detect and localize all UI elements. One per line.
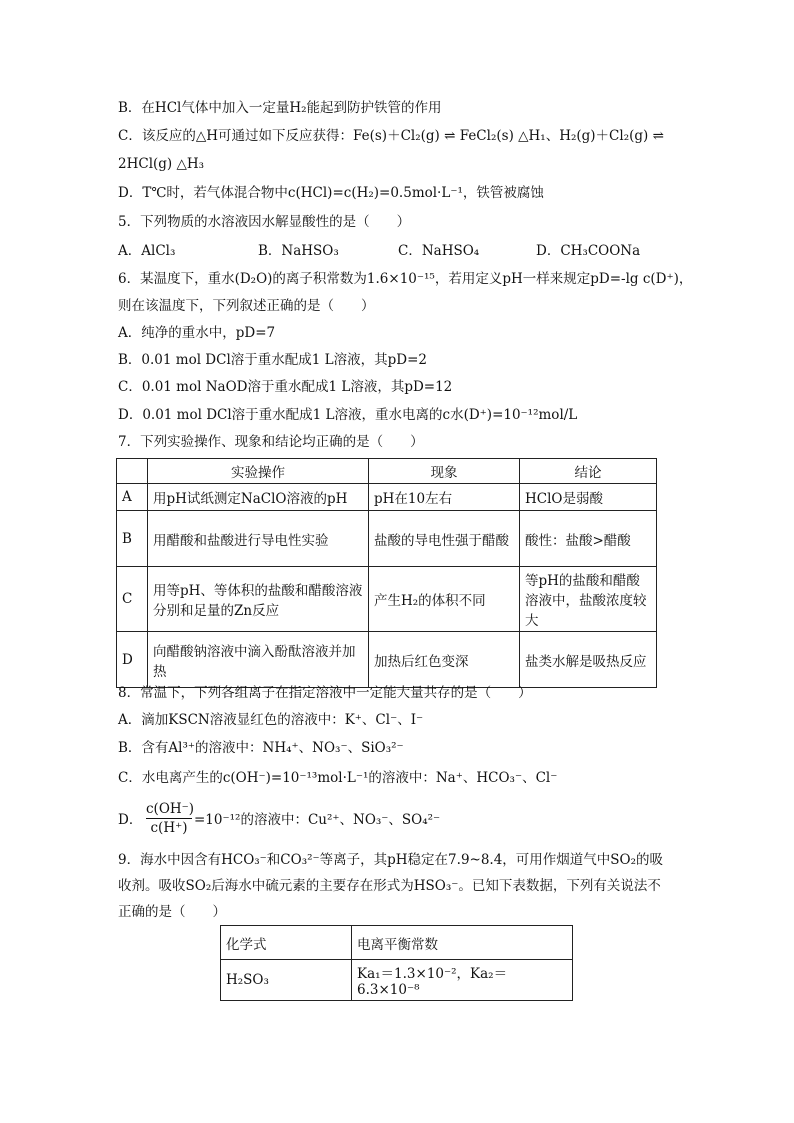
table-cell: B [117, 511, 148, 567]
table-row [117, 632, 657, 688]
q8-option-d: =10⁻¹²的溶液中：Cu²⁺、NO₃⁻、SO₄²⁻ [194, 812, 441, 828]
table-cell: A [117, 484, 148, 511]
table-cell: HClO是弱酸 [520, 484, 657, 511]
table-header: 化学式 [221, 926, 352, 960]
table-header-row [221, 926, 573, 960]
question-6: 6．某温度下，重水(D₂O)的离子积常数为1.6×10⁻¹⁵，若用定义pH一样来规定pD=-lg c(D⁺)， [118, 271, 693, 287]
question-8: 8．常温下，下列各组离子在指定溶液中一定能大量共存的是（ ） [118, 685, 532, 701]
ionization-constant-table [220, 925, 573, 1001]
q4-option-d: D．T℃时，若气体混合物中c(HCl)=c(H₂)=0.5mol·L⁻¹，铁管被腐蚀 [118, 185, 544, 201]
experiment-table [116, 458, 657, 688]
question-9-cont: 收剂。吸收SO₂后海水中硫元素的主要存在形式为HSO₃⁻。已知下表数据，下列有关说法不 [118, 878, 661, 894]
q6-option-b: B．0.01 mol DCl溶于重水配成1 L溶液，其pD=2 [118, 352, 427, 368]
table-row [117, 511, 657, 567]
question-7: 7．下列实验操作、现象和结论均正确的是（ ） [118, 434, 424, 450]
table-cell: 等pH的盐酸和醋酸溶液中，盐酸浓度较大 [520, 567, 657, 632]
question-5: 5．下列物质的水溶液因水解显酸性的是（ ） [118, 214, 411, 230]
table-cell: 加热后红色变深 [369, 632, 520, 688]
table-cell: 向醋酸钠溶液中滴入酚酞溶液并加热 [148, 632, 369, 688]
table-cell: C [117, 567, 148, 632]
table-header: 结论 [520, 459, 657, 484]
question-9-cont2: 正确的是（ ） [118, 904, 226, 920]
q6-option-d: D．0.01 mol DCl溶于重水配成1 L溶液，重水电离的c水(D⁺)=10⁻¹²mol/L [118, 407, 578, 423]
fraction-bar [146, 818, 192, 819]
table-row [117, 567, 657, 632]
q8-fraction [146, 801, 195, 836]
q4-option-c: C．该反应的△H可通过如下反应获得：Fe(s)＋Cl₂(g) ⇌ FeCl₂(s) △H₁、H₂(g)＋Cl₂(g) ⇌ [118, 128, 664, 144]
table-header-row [117, 459, 657, 484]
q8-option-d-label: D． [118, 812, 143, 828]
fraction-numerator: c(OH⁻) [146, 801, 195, 817]
q5-option-d: D．CH₃COONa [536, 243, 641, 259]
q4-option-b: B．在HCl气体中加入一定量H₂能起到防护铁管的作用 [118, 100, 442, 116]
table-header: 电离平衡常数 [352, 926, 573, 960]
table-row [117, 484, 657, 511]
table-header [117, 459, 148, 484]
table-cell: 酸性：盐酸>醋酸 [520, 511, 657, 567]
q4-option-c-cont: 2HCl(g) △H₃ [118, 156, 205, 172]
fraction-denominator: c(H⁺) [150, 820, 188, 836]
q8-option-a: A．滴加KSCN溶液显红色的溶液中：K⁺、Cl⁻、I⁻ [118, 712, 424, 728]
q5-option-a: A．AlCl₃ [118, 243, 176, 259]
question-9: 9．海水中因含有HCO₃⁻和CO₃²⁻等离子，其pH稳定在7.9~8.4，可用作烟道气中SO₂的吸 [118, 852, 664, 868]
q6-option-c: C．0.01 mol NaOD溶于重水配成1 L溶液，其pD=12 [118, 379, 453, 395]
q5-option-c: C．NaHSO₄ [398, 243, 480, 259]
table-cell: 产生H₂的体积不同 [369, 567, 520, 632]
table-header: 实验操作 [148, 459, 369, 484]
q8-option-b: B．含有Al³⁺的溶液中：NH₄⁺、NO₃⁻、SiO₃²⁻ [118, 740, 404, 756]
table-cell: H₂SO₃ [221, 960, 352, 1001]
table-cell: 盐类水解是吸热反应 [520, 632, 657, 688]
q6-option-a: A．纯净的重水中，pD=7 [118, 325, 276, 341]
table-cell: pH在10左右 [369, 484, 520, 511]
q5-option-b: B．NaHSO₃ [258, 243, 339, 259]
table-header: 现象 [369, 459, 520, 484]
table-cell: D [117, 632, 148, 688]
question-6-cont: 则在该温度下，下列叙述正确的是（ ） [118, 298, 375, 314]
table-cell: 盐酸的导电性强于醋酸 [369, 511, 520, 567]
table-cell: Ka₁＝1.3×10⁻²，Ka₂＝6.3×10⁻⁸ [352, 960, 573, 1001]
q8-option-c: C．水电离产生的c(OH⁻)=10⁻¹³mol·L⁻¹的溶液中：Na⁺、HCO₃⁻、Cl⁻ [118, 770, 558, 786]
table-cell: 用pH试纸测定NaClO溶液的pH [148, 484, 369, 511]
table-cell: 用醋酸和盐酸进行导电性实验 [148, 511, 369, 567]
table-cell: 用等pH、等体积的盐酸和醋酸溶液分别和足量的Zn反应 [148, 567, 369, 632]
table-row [221, 960, 573, 1001]
